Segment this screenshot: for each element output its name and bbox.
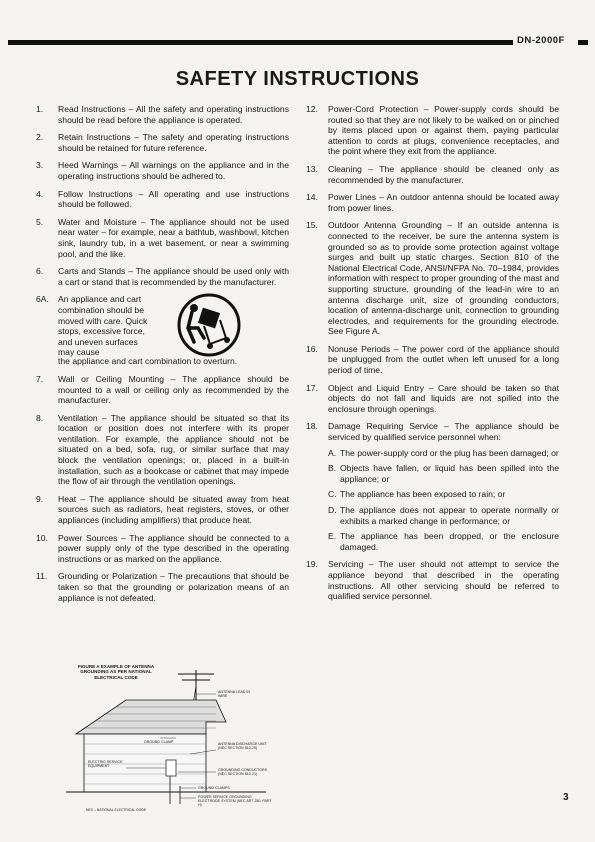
instruction-item-4: 4. Follow Instructions – All operating and use instructions should be followed. [36, 188, 289, 210]
nec-footnote: NEC – NATIONAL ELECTRICAL CODE [86, 808, 146, 812]
instruction-item-1: 1. Read Instructions – All the safety and operating instructions should be read before the appliance is operated. [36, 104, 289, 125]
instruction-item-6: 6. Carts and Stands – The appliance should be used only with a cart or stand that is recommended by the manufacturer. [36, 266, 289, 287]
instruction-item-13: 13. Cleaning – The appliance should be cleaned only as recommended by the manufacturer. [306, 163, 559, 185]
right-column [306, 104, 559, 609]
instruction-item-14: 14. Power Lines – An outdoor antenna should be located away from power lines. [306, 192, 559, 213]
instruction-item-6a: 6A. An appliance and cart combination should be moved with care. Quick stops, excessive force, and uneven surfaces may cause the appliance and cart combination to overturn. [36, 294, 289, 367]
label-electric-service: ELECTRIC SERVICE EQUIPMENT [88, 760, 123, 768]
instruction-item-3: 3. Heed Warnings – All warnings on the appliance and in the operating instructions should be adhered to. [36, 160, 289, 181]
label-discharge-unit: ANTENNA DISCHARGE UNIT (NEC SECTION 810-20) [218, 742, 267, 750]
instruction-item-10: 10. Power Sources – The appliance should be connected to a power supply only of the type described in the operating instructions or as marked on the appliance. [36, 532, 289, 564]
sub-item-d: D. The appliance does not appear to operate normally or exhibits a marked change in performance; or [328, 505, 559, 526]
page-title: SAFETY INSTRUCTIONS [175, 68, 420, 90]
left-column [36, 104, 289, 610]
sub-item-a: A. The power-supply cord or the plug has been damaged; or [328, 447, 559, 458]
instruction-item-18: 18. Damage Requiring Service – The appliance should be serviced by qualified service personnel when: A. The power-supply cord or the plug has been damaged; or B. Objects have fallen, or liquid has been spilled into the appliance; or C. The appliance has been exposed to rain; or D. The appliance does not appear to operate normally or exhibits a marked change in performance; or E. The appliance has been dropped, or the enclosure damaged. [306, 421, 559, 552]
label-lead-in: ANTENNA LEAD IN WIRE [218, 690, 250, 698]
model-number: DN-2000F [517, 35, 565, 46]
label-grounding-conductors: GROUNDING CONDUCTORS (NEC SECTION 810-21) [218, 768, 268, 776]
instruction-item-19: 19. Servicing – The user should not attempt to service the appliance beyond that described in the operating instructions. All other servicing should be referred to qualified service personnel. [306, 559, 559, 602]
sub-item-e: E. The appliance has been dropped, or the enclosure damaged. [328, 531, 559, 552]
figure-caption: FIGURE A EXAMPLE OF ANTENNA GROUNDING AS PER NATIONAL ELECTRICAL CODE [77, 664, 155, 680]
instruction-item-7: 7. Wall or Ceiling Mounting – The appliance should be mounted to a wall or ceiling only as recommended by the manufacturer. [36, 373, 289, 406]
instruction-item-16: 16. Nonuse Periods – The power cord of the appliance should be unplugged from the outlet when left unused for a long period of time. [306, 343, 559, 376]
label-ground-clamp: GROUND CLAMP [144, 740, 174, 744]
sub-item-b: B. Objects have fallen, or liquid has been spilled into the appliance; or [328, 463, 559, 484]
instruction-item-17: 17. Object and Liquid Entry – Care should be taken so that objects do not fall and liquids are not spilled into the enclosure through openings. [306, 382, 559, 414]
header-rule [8, 40, 513, 45]
instruction-item-11: 11. Grounding or Polarization – The precautions that should be taken so that the grounding or polarization means of an appliance is not defeated. [36, 571, 289, 603]
cart-warning-icon [174, 292, 244, 358]
instruction-item-12: 12. Power-Cord Protection – Power-supply cords should be routed so that they are not likely to be walked on or pinched by items placed upon or against them, paying particular attention to cords at plugs, convenience receptacles, and the point where they exit from the appliance. [306, 104, 559, 157]
page-number: 3 [563, 792, 569, 803]
instruction-item-9: 9. Heat – The appliance should be situated away from heat sources such as radiators, heat registers, stoves, or other appliances (including amplifiers) that produce heat. [36, 493, 289, 526]
antenna-grounding-figure [66, 664, 276, 814]
house-antenna-diagram [66, 664, 276, 814]
label-ground-clamps: GROUND CLAMPS [198, 786, 230, 790]
sub-item-c: C. The appliance has been exposed to rain; or [328, 489, 506, 500]
header-rule-end [578, 40, 588, 45]
instruction-item-5: 5. Water and Moisture – The appliance should not be used near water – for example, near a bathtub, washbowl, kitchen sink, laundry tub, in a wet basement, or near a swimming pool, and the like. [36, 216, 289, 259]
instruction-item-2: 2. Retain Instructions – The safety and operating instructions should be retained for future reference. [36, 132, 289, 153]
label-power-service: POWER SERVICE GROUNDING ELECTRODE SYSTEM (NEC ART 250, PART H) [198, 795, 272, 807]
instruction-item-15: 15. Outdoor Antenna Grounding – If an outside antenna is connected to the receiver, be sure the antenna system is grounded so as to provide some protection against voltage surges and built up static charges. Section 810 of the National Electrical Code, ANSI/NFPA No. 70–1984, provides information with respect to proper grounding of the mast and supporting structure, grounding of the lead-in wire to an antenna discharge unit, size of grounding conductors, location of antenna-discharge unit, connection to grounding electrodes, and requirements for the grounding electrode. See Figure A. [306, 220, 559, 337]
instruction-item-8: 8. Ventilation – The appliance should be situated so that its location or position does not interfere with its proper ventilation. For example, the appliance should not be situated on a bed, sofa, rug, or similar surface that may block the ventilation openings; or, placed in a built-in installation, such as a bookcase or cabinet that may impede the flow of air through the ventilation openings. [36, 412, 289, 487]
